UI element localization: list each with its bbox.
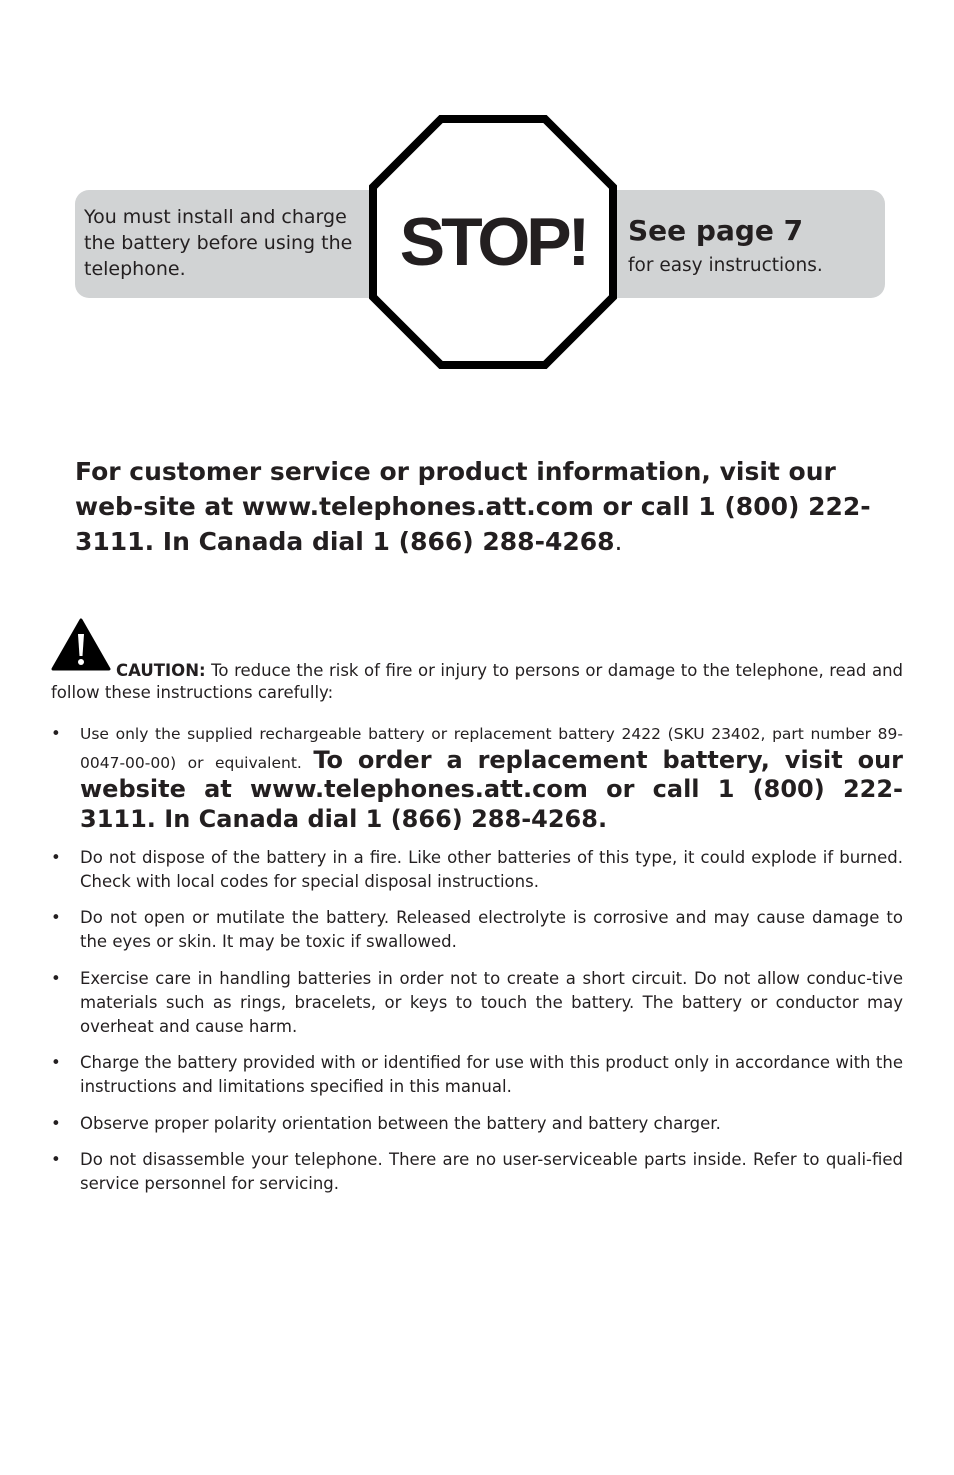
list-item [51,1051,903,1099]
list-item-text: Do not dispose of the battery in a fire. Like other batteries of this type, it could explode if burned. Check with local codes for special disposal instructions. [80,847,903,892]
list-item-text: Observe proper polarity orientation between the battery and battery charger. [80,1113,721,1133]
list-item [51,1148,903,1196]
bullet-marker: • [51,1113,61,1133]
bullet-marker: • [51,724,61,743]
customer-service-period: . [614,527,623,556]
list-item-text: Exercise care in handling batteries in order not to create a short circuit. Do not allow conduc-tive materials such as rings, bracelets, or keys to touch the battery. The battery or conductor may overheat and cause harm. [80,968,903,1037]
list-item-text: Charge the battery provided with or identified for use with this product only in accordance with the instructions and limitations specified in this manual. [80,1053,903,1097]
caution-label: CAUTION: [116,661,206,680]
replacement-order-info: To order a replacement battery, visit our website at www.telephones.att.com or call 1 (800) 222-3111. In Canada dial 1 (866) 288-4268. [80,746,903,833]
bullet-marker: • [51,1149,61,1169]
bullet-marker: • [51,1053,61,1073]
list-item [51,1112,903,1136]
see-page-subtext: for easy instructions. [628,255,823,276]
bullet-marker: • [51,847,61,867]
list-item-text: Do not open or mutilate the battery. Released electrolyte is corrosive and may cause damage to the eyes or skin. It may be toxic if swallowed. [80,908,903,952]
install-charge-notice: You must install and charge the battery before using the telephone. [84,206,353,280]
list-item [51,967,903,1040]
customer-service-text: For customer service or product information, visit our web-site at www.telephones.att.com or call 1 (800) 222-3111. In Canada dial 1 (866) 288-4268 [75,457,871,556]
caution-text: To reduce the risk of fire or injury to persons or damage to the telephone, read and follow these instructions carefully: [51,661,903,702]
list-item-text: Use only the supplied rechargeable battery or replacement battery 2422 (SKU 23402, part number 89-0047-00-00) or equivalent. [80,725,903,773]
bullet-marker: • [51,968,61,988]
bullet-marker: • [51,908,61,928]
list-item [51,906,903,954]
list-item [51,722,903,834]
customer-service-info [75,454,895,559]
caution-paragraph [51,660,903,704]
see-page-heading: See page 7 [628,214,804,247]
stop-label: STOP! [399,204,587,280]
safety-instructions-list [51,722,903,1208]
list-item [51,846,903,894]
list-item-text: Do not disassemble your telephone. There are no user-serviceable parts inside. Refer to quali-fied service personnel for servicing. [80,1149,903,1194]
